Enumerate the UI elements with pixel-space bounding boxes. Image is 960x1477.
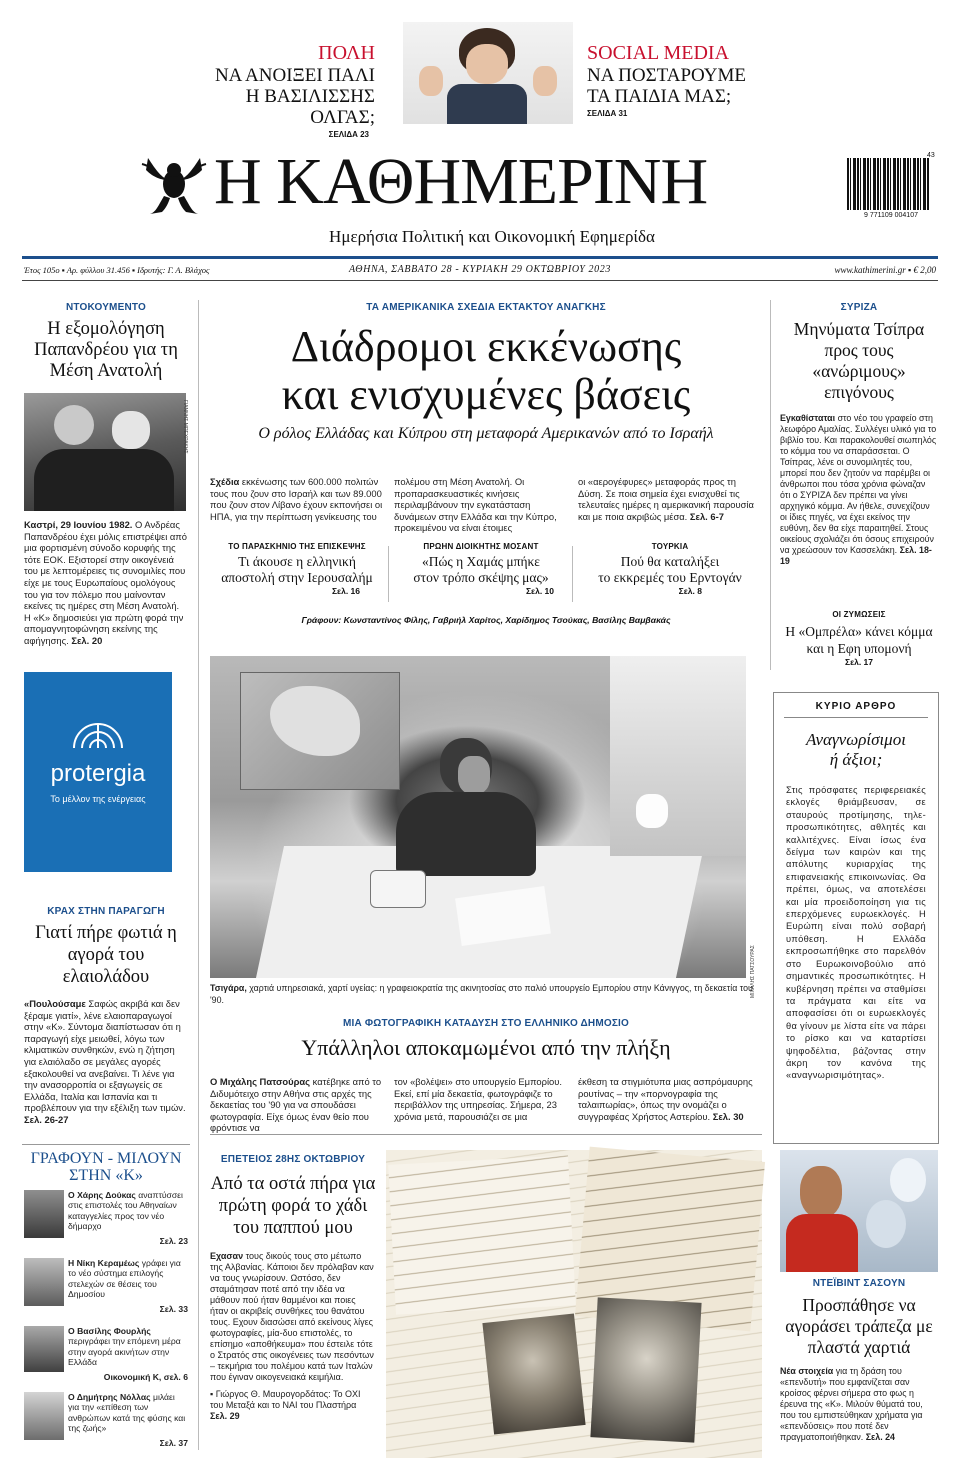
left-doc-suits bbox=[34, 449, 174, 511]
sasoun-lead: Νέα στοιχεία bbox=[780, 1366, 834, 1376]
barcode-bars bbox=[847, 158, 929, 210]
office-window bbox=[610, 656, 746, 856]
syriza-page: Σελ. 18-19 bbox=[780, 545, 932, 566]
teaser-right-tag: SOCIAL MEDIA bbox=[587, 42, 730, 64]
syriza-body bbox=[780, 413, 938, 567]
editorial-kicker: ΚΥΡΙΟ ΑΡΘΡΟ bbox=[815, 701, 897, 712]
writer-text bbox=[68, 1392, 188, 1434]
anniv-footer-text: ▪ Γιώργος Θ. Μαυρογορδάτος: Το ΟΧΙ του Μεταξά και το ΝΑΙ του Πλαστήρα bbox=[210, 1389, 361, 1410]
writers-title-2: ΣΤΗΝ «Κ» bbox=[69, 1167, 143, 1184]
zymoseis-headline: Η «Ομπρέλα» κάνει κόμμα και η Εφη υπομονή bbox=[785, 624, 933, 656]
teaser-right[interactable] bbox=[587, 42, 777, 122]
photo-story-text-3: έκθεση τα στιγμιότυπα μιας ασπρόμαυρης ρουτίνας – την «πορνογραφία της ταλαιπωρίας», όπως την ονομάζει ο συγγραφέας Χρήστος Αστερίου. bbox=[578, 1076, 753, 1122]
writer-name: Ο Βασίλης Φουρλής bbox=[68, 1326, 151, 1336]
main-col-3 bbox=[578, 476, 762, 524]
sasoun-page: Σελ. 24 bbox=[865, 1432, 895, 1442]
dateline-left: Έτος 105ο ▪ Αρ. φύλλου 31.456 ▪ Ιδρυτής: Γ. Α. Βλάχος bbox=[24, 265, 210, 275]
zymoseis-story[interactable] bbox=[780, 610, 938, 667]
writer-item[interactable] bbox=[24, 1326, 188, 1388]
main-headline-2: και ενισχυμένες βάσεις bbox=[281, 370, 691, 419]
zymoseis-kicker: ΟΙ ΖΥΜΩΣΕΙΣ bbox=[832, 610, 886, 619]
writer-name: Ο Χάρης Δούκας bbox=[68, 1190, 136, 1200]
teaser-left-headline-1: ΝΑ ΑΝΟΙΞΕΙ ΠΑΛΙ bbox=[214, 65, 375, 86]
teaser-left-headline-2: Η ΒΑΣΙΛΙΣΣΗΣ ΟΛΓΑΣ; bbox=[245, 86, 375, 128]
child-hand-left bbox=[419, 66, 443, 96]
writer-page: Σελ. 33 bbox=[159, 1304, 188, 1314]
photo-story-lead: Ο Μιχάλης Πατσούρας bbox=[210, 1076, 311, 1087]
anniv-text: τους δικούς τους στο μέτωπο της Αλβανίας. Κάποιοι δεν πρόλαβαν καν να τους γνωρίσουν. Ωστόσο, δεν σταμάτησαν ποτέ από την ιδέα να μάθουν πού ήταν θαμμένοι και ποιες ήταν οι ακριβείς συνθήκες του θανάτου τους. Εχουν διασώσει από εκείνους λίγες φωτογραφίες, μία-δυο επιστολές, το επίσημο «αποθήκευμα» που έστειλε τότε ο Στρατός στις οικογένειες των πεσόντων – τεκμήρια του πολέμου κατά των Ιταλών που έγιναν οικογενειακά κειμήλια. bbox=[210, 1251, 374, 1382]
writer-name: Η Νίκη Κεραμέως bbox=[68, 1258, 140, 1268]
anniv-kicker: ΕΠΕΤΕΙΟΣ 28ΗΣ ΟΚΤΩΒΡΙΟΥ bbox=[220, 1154, 366, 1165]
writer-desc: περιγράφει την επόμενη μέρα στην αγορά ακινήτων στην Ελλάδα bbox=[68, 1336, 181, 1368]
anniv-letters-photo bbox=[386, 1150, 762, 1458]
dateline-rule bbox=[22, 280, 938, 281]
main-sub-3[interactable] bbox=[578, 542, 762, 596]
photo-story[interactable] bbox=[210, 1018, 762, 1061]
writer-item[interactable] bbox=[24, 1392, 188, 1456]
left-doc-headline: Η εξομολόγηση Παπανδρέου για τη Μέση Ανατολή bbox=[34, 319, 178, 381]
sasoun-text: για τη δράση του «επενδυτή» που εμφανίζεται σαν κροίσος φέρνει σήμερα στο φως η έρευνα της «Κ». Μιλούν θύματά του, που του εμπιστεύθηκαν χρήματα για «επενδύσεις» που ποτέ δεν πραγματοποιήθηκαν. bbox=[780, 1366, 923, 1442]
sasoun-shirt bbox=[786, 1214, 858, 1272]
left-olive-page: Σελ. 26-27 bbox=[24, 1113, 69, 1125]
owl-logo-icon bbox=[138, 150, 210, 218]
masthead-rule bbox=[22, 256, 938, 259]
main-sub-3-kicker: ΤΟΥΡΚΙΑ bbox=[651, 542, 689, 551]
sasoun-balloon-2 bbox=[866, 1200, 906, 1248]
left-olive-kicker: ΚΡΑΧ ΣΤΗΝ ΠΑΡΑΓΩΓΗ bbox=[47, 906, 165, 917]
writer-page: Σελ. 23 bbox=[159, 1236, 188, 1246]
anniv-rule bbox=[210, 1134, 762, 1135]
soldier-photo-right bbox=[590, 1297, 701, 1442]
barcode-issue: 43 bbox=[927, 152, 935, 159]
main-col-2: πολέμου στη Μέση Ανατολή. Οι προπαρασκευαστικές κινήσεις περιλαμβάνουν την εγκατάσταση δυνάμεων στην Ελλάδα και την Κύπρο, προκειμένου να είναι έτοιμες bbox=[394, 476, 557, 534]
dateline-center: ΑΘΗΝΑ, ΣΑΒΒΑΤΟ 28 - ΚΥΡΙΑΚΗ 29 ΟΚΤΩΒΡΙΟΥ 2023 bbox=[349, 264, 611, 275]
syriza-text: στο νέο του γραφείο στη λεωφόρο Αμαλίας. Συλλέγει υλικό για το βιβλίο του. Και παρακολουθεί σιωπηλός το κόμμα του να σπαράσσεται. Ο Τσίπρας, λένε οι συνομιλητές του, μπορεί που δεν ζητούν να παρέμβει οι άνθρωποι που τόσα χρόνια φώναζαν ότι ο ΣΥΡΙΖΑ δεν πρέπει να γίνει αρχηγικό κόμμα. Αν ήθελε, συνεχίζουν οι ίδιες πηγές, να έχει εκείνος την ευθύνη, δεν θα είχε παραιτηθεί. Στους οικείους σχολιάζει ότι όσους επιχειρούν να χρεώσουν τον Κασσελάκη. bbox=[780, 413, 937, 555]
writer-avatar bbox=[24, 1258, 64, 1306]
office-photo bbox=[210, 656, 746, 978]
writer-text bbox=[68, 1190, 188, 1232]
main-sub-2-kicker: ΠΡΩΗΝ ΔΙΟΙΚΗΤΗΣ ΜΟΣΑΝΤ bbox=[423, 542, 539, 551]
main-sub-3-page: Σελ. 8 bbox=[678, 586, 702, 596]
rule-left-col bbox=[198, 300, 199, 1450]
left-doc-story[interactable] bbox=[24, 302, 188, 382]
main-sub-2-headline-1: «Πώς η Χαμάς μπήκε bbox=[422, 554, 540, 569]
main-sub-2-headline-2: στον τρόπο σκέψης μας» bbox=[413, 570, 549, 585]
writer-name: Ο Δημήτρης Νόλλας bbox=[68, 1392, 151, 1402]
photo-story-col-3 bbox=[578, 1076, 762, 1124]
office-caption-text: χαρτιά υπηρεσιακά, χαρτί υγείας: η γραφειοκρατία της ακινητοσίας στο παλιό υπουργείο Εμπορίου στην Κάνιγγος, τη δεκαετία του '90. bbox=[210, 983, 753, 1005]
main-sub-3-headline-1: Πού θα καταλήξει bbox=[620, 554, 720, 569]
writer-avatar bbox=[24, 1392, 64, 1440]
teaser-left[interactable] bbox=[190, 42, 375, 139]
anniv-footer bbox=[210, 1389, 376, 1422]
letter-left bbox=[388, 1155, 576, 1314]
left-olive-headline: Γιατί πήρε φωτιά η αγορά του ελαιολάδου bbox=[35, 923, 177, 987]
teaser-left-page: ΣΕΛΙΔΑ 23 bbox=[328, 130, 369, 139]
writer-text bbox=[68, 1258, 188, 1300]
teaser-right-headline-2: ΤΑ ΠΑΙΔΙΑ ΜΑΣ; bbox=[587, 86, 732, 107]
child-body bbox=[447, 84, 527, 124]
left-olive-story[interactable] bbox=[24, 906, 188, 1126]
anniv-lead: Εχασαν bbox=[210, 1251, 244, 1261]
main-sub-1-kicker: ΤΟ ΠΑΡΑΣΚΗΝΙΟ ΤΗΣ ΕΠΙΣΚΕΨΗΣ bbox=[228, 542, 366, 551]
left-doc-page: Σελ. 20 bbox=[71, 634, 103, 646]
editorial-box[interactable] bbox=[773, 692, 939, 1144]
anniv-body bbox=[210, 1251, 376, 1383]
office-phone bbox=[370, 870, 426, 908]
photo-story-headline: Υπάλληλοι αποκαμωμένοι από την πλήξη bbox=[301, 1035, 671, 1060]
sasoun-head bbox=[800, 1166, 842, 1218]
main-sub-1[interactable] bbox=[210, 542, 384, 596]
protergia-shell-icon bbox=[70, 714, 126, 750]
photo-story-kicker: ΜΙΑ ΦΩΤΟΓΡΑΦΙΚΗ ΚΑΤΑΔΥΣΗ ΣΤΟ ΕΛΛΗΝΙΚΟ ΔΗΜΟΣΙΟ bbox=[342, 1018, 630, 1029]
sasoun-photo bbox=[780, 1150, 938, 1272]
rule-right-col bbox=[770, 300, 771, 670]
anniv-headline: Από τα οστά πήρα για πρώτη φορά το χάδι του παππού μου bbox=[210, 1174, 376, 1238]
photo-story-col-1 bbox=[210, 1076, 384, 1134]
masthead-title: Η ΚΑΘΗΜΕΡΙΝΗ bbox=[214, 145, 708, 218]
left-olive-text: Σαφώς ακριβά και δεν ξέραμε γιατί», λένε ελαιοπαραγωγοί στην «Κ». Σύντομα διαπίστωσαν ότι η παραγωγή είχε μειωθεί, λόγω των κλιματικών συνθηκών, ενώ η ζήτηση για ελαιόλαδο σε μεγάλες αγορές εξακολουθεί να ανεβαίνει. Τι λένε για την ανασορροπία οι εξαγωγείς σε Ελλάδα, Ιταλία και Ισπανία και τι προβλέπουν για την εξέλιξη των τιμών. bbox=[24, 998, 186, 1114]
main-sub-2[interactable] bbox=[394, 542, 568, 596]
main-sub-divider-2 bbox=[572, 546, 573, 602]
sasoun-body bbox=[780, 1366, 938, 1443]
writer-page: Οικονομική Κ, σελ. 6 bbox=[103, 1372, 188, 1382]
zymoseis-page: Σελ. 17 bbox=[844, 657, 874, 667]
photo-story-text-1: κατέβηκε από το Διδυμότειχο στην Αθήνα στις αρχές της δεκαετίας του '90 για να σπουδάσει φωτογραφία. Είχε όμως έναν θείο που φρόντισε να bbox=[210, 1076, 382, 1134]
syriza-headline: Μηνύματα Τσίπρα προς τους «ανώριμους» επιγόνους bbox=[793, 319, 925, 402]
main-col-3-page: Σελ. 6-7 bbox=[689, 510, 724, 522]
writer-avatar bbox=[24, 1190, 64, 1238]
office-man-face bbox=[458, 756, 490, 794]
sasoun-balloon-1 bbox=[890, 1158, 926, 1202]
main-col-1-lead: Σχέδια bbox=[210, 476, 240, 487]
writer-item[interactable] bbox=[24, 1258, 188, 1322]
protergia-ad[interactable] bbox=[24, 672, 172, 872]
teaser-right-page: ΣΕΛΙΔΑ 31 bbox=[587, 109, 628, 118]
syriza-story[interactable] bbox=[780, 302, 938, 567]
left-olive-lead: «Πουλούσαμε bbox=[24, 998, 86, 1009]
dateline-right: www.kathimerini.gr ▪ € 2,00 bbox=[834, 265, 936, 275]
office-roll bbox=[636, 794, 668, 828]
main-kicker: ΤΑ ΑΜΕΡΙΚΑΝΙΚΑ ΣΧΕΔΙΑ ΕΚΤΑΚΤΟΥ ΑΝΑΓΚΗΣ bbox=[366, 302, 606, 313]
masthead-subtitle: Ημερήσια Πολιτική και Οικονομική Εφημερίδα bbox=[329, 227, 655, 246]
left-writers-rule bbox=[22, 1144, 190, 1145]
protergia-brand: protergia bbox=[50, 760, 146, 787]
anniv-footer-page: Σελ. 29 bbox=[210, 1411, 240, 1421]
main-sub-1-headline-2: αποστολή στην Ιερουσαλήμ bbox=[221, 570, 373, 585]
office-photo-caption bbox=[210, 983, 762, 1006]
editorial-body: Στις πρόσφατες περιφερειακές εκλογές θριάμβευσαν, σε σταυρούς προτίμησης, τηλε-προσωπικότητες, αθλητές και καλλιτέχνες. Είναι ίσως ένα δείγμα των καιρών και της απόλυτης κυριαρχίας της επιφανειακής επικοινωνίας. Θα πρέπει, όμως, να αποτελέσει και μία προειδοποίηση για τις επερχόμενες ευρωεκλογές. Η Ευρώπη είναι πολύ σοβαρή υπόθεση. Η Ελλάδα εκπροσωπήθηκε στο παρελθόν στο Ευρωκοινοβούλιο από σημαντικές προσωπικότητες. Η κυβέρνηση πρέπει να σταθμίσει τα πράγματα και είτε να αποφασίσει ότι οι ευρωεκλογές θα γίνουν με λίστα είτε να πάρει το ρίσκο και να καταρτίσει ψηφοδέλτια, βάζοντας στην άκρη τον κανόνα της «αναγνωρισιμότητας». bbox=[786, 785, 926, 1081]
left-olive-body bbox=[24, 998, 188, 1126]
soldier-photo-left bbox=[482, 1313, 585, 1434]
syriza-lead: Εγκαθίσταται bbox=[780, 413, 836, 423]
barcode-number: 9 771109 004107 bbox=[864, 212, 918, 219]
main-bylines: Γράφουν: Κωνσταντίνος Φίλης, Γαβριήλ Χαρίτος, Χαρίδημος Τσούκας, Βασίλης Βαμβακάς bbox=[301, 615, 671, 625]
office-caption-lead: Τσιγάρα, bbox=[210, 983, 247, 993]
writers-title bbox=[24, 1150, 188, 1184]
writer-page: Σελ. 37 bbox=[159, 1438, 188, 1448]
main-col-1 bbox=[210, 476, 384, 524]
office-man-body bbox=[396, 792, 536, 876]
writer-text bbox=[68, 1326, 188, 1368]
writers-title-1: ΓΡΑΦΟΥΝ - ΜΙΛΟΥΝ bbox=[30, 1150, 182, 1167]
main-sub-1-headline-1: Τι άκουσε η ελληνική bbox=[238, 554, 356, 569]
teaser-photo-child bbox=[403, 22, 573, 124]
writer-avatar bbox=[24, 1326, 64, 1372]
left-doc-kicker: ΝΤΟΚΟΥΜΕΝΤΟ bbox=[66, 302, 146, 313]
main-col-1-text: εκκένωσης των 600.000 πολιτών τους που ζουν στο Ισραήλ και των 89.000 που ζουν στον Λίβανο έχουν εκπονήσει οι ΗΠΑ, για την περίπτωση γενίκευσης του bbox=[210, 476, 383, 522]
syriza-kicker: ΣΥΡΙΖΑ bbox=[840, 302, 878, 313]
barcode bbox=[845, 152, 937, 226]
writer-desc: αναπτύσσει στις επιστολές του Αθηναίων καταγγελίες προς τον νέο δήμαρχο bbox=[68, 1190, 183, 1232]
office-photo-credit: ΜΙΧΑΛΗΣ ΠΑΤΣΟΥΡΑΣ bbox=[750, 945, 756, 998]
main-sub-divider-1 bbox=[388, 546, 389, 602]
photo-story-col-2: τον «βολέψει» στο υπουργείο Εμπορίου. Εκεί, επί μία δεκαετία, φωτογράφιζε το περιβάλλον της υπηρεσίας. Σήμερα, 23 χρόνια μετά, παρουσιάζει σε μια bbox=[394, 1076, 562, 1122]
main-col-3-text: οι «αερογέφυρες» μεταφοράς προς τη Δύση. Σε ποια σημεία έχει ενισχυθεί τις τελευταίες ημέρες η αμερικανική παρουσία και με ποια ακριβώς μέσα. bbox=[578, 476, 754, 522]
left-doc-person-2 bbox=[112, 411, 150, 449]
main-subhead: Ο ρόλος Ελλάδας και Κύπρου στη μεταφορά Αμερικανών από το Ισραήλ bbox=[258, 425, 714, 442]
teaser-right-headline-1: ΝΑ ΠΟΣΤΑΡΟΥΜΕ bbox=[587, 65, 747, 86]
anniv-story[interactable] bbox=[210, 1154, 376, 1422]
left-doc-photo bbox=[24, 393, 186, 511]
child-face bbox=[466, 44, 508, 84]
photo-story-page: Σελ. 30 bbox=[712, 1110, 744, 1122]
left-doc-photo-credit: ΓΙΑΝΝΗΣ ΜΠΕΧΡΑΚΗΣ bbox=[182, 400, 188, 454]
sasoun-kicker: ΝΤΕΪΒΙΝΤ ΣΑΣΟΥΝ bbox=[812, 1278, 906, 1289]
writer-item[interactable] bbox=[24, 1190, 188, 1254]
left-doc-body bbox=[24, 519, 188, 647]
main-story[interactable] bbox=[210, 302, 762, 443]
sasoun-headline: Προσπάθησε να αγοράσει τράπεζα με πλαστά χαρτιά bbox=[785, 1295, 933, 1357]
main-headline-1: Διάδρομοι εκκένωσης bbox=[290, 322, 682, 371]
left-doc-lead: Καστρί, 29 Ιουνίου 1982. bbox=[24, 519, 133, 530]
writer-desc: γράφει για το νέο σύστημα επιλογής στελεχών σε θέσεις του Δημοσίου bbox=[68, 1258, 181, 1300]
left-doc-person-1 bbox=[54, 405, 94, 445]
main-sub-1-page: Σελ. 16 bbox=[331, 586, 360, 596]
editorial-kicker-rule bbox=[784, 717, 928, 718]
writer-desc: μιλάει για την «επίθεση των ανθρώπων κατά της φύσης και της ζωής» bbox=[68, 1392, 186, 1434]
main-sub-2-page: Σελ. 10 bbox=[525, 586, 554, 596]
left-doc-text: Ο Ανδρέας Παπανδρέου έχει μόλις επιστρέψει από μια φορτισμένη σύνοδο κορυφής της τότε ΕΟΚ. Εξιστορεί στην οικογένειά του με λεπτομέρειες τις συνομιλίες που είχε με τους Ευρωπαίους ομολόγους του για τον πόλεμο που μαίνονταν εκείνες τις ημέρες στη Μέση Ανατολή. Η «Κ» δημοσιεύει για πρώτη φορά την απομαγνητοφώνηση εκείνης της αφήγησης. bbox=[24, 519, 187, 646]
teaser-left-tag: ΠΟΛΗ bbox=[318, 42, 375, 64]
main-sub-3-headline-2: το εκκρεμές του Ερντογάν bbox=[598, 570, 742, 585]
editorial-headline: Αναγνωρίσιμοι ή άξιοι; bbox=[806, 730, 906, 769]
child-hand-right bbox=[533, 66, 557, 96]
protergia-tagline: Το μέλλον της ενέργειας bbox=[50, 794, 146, 804]
sasoun-story[interactable] bbox=[780, 1278, 938, 1443]
